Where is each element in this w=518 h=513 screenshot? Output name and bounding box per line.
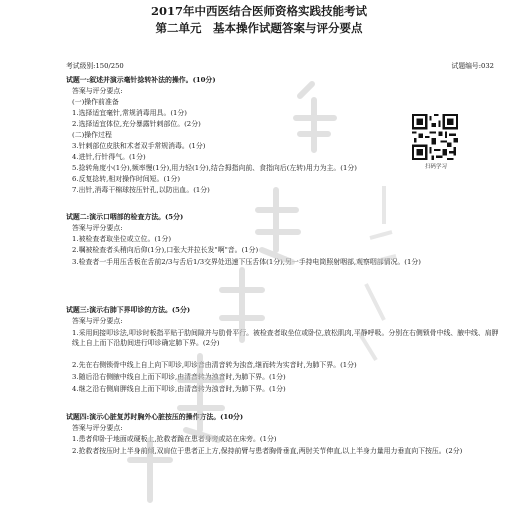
answer-line: 3.随后沿右侧腋中线自上而下叩诊,由清音转为浊音时,为肺下界。(1分) (72, 373, 286, 381)
answer-line: 1.选择适宜毫针,常规消毒用具。(1分) (72, 109, 187, 117)
question-number: 试题编号:032 (451, 62, 494, 70)
qr-code-icon[interactable] (412, 114, 458, 160)
answer-line: 3.针刺部位皮肤和术者双手常规消毒。(1分) (72, 142, 206, 150)
answer-line: 1.患者仰卧于地面或硬板上,抢救者跪在患者身旁或站在床旁。(1分) (72, 435, 277, 443)
qr-caption: 扫码学习 (424, 164, 447, 170)
answer-line: 4.继之沿右侧肩胛线自上而下叩诊,由清音转为浊音时,为肺下界。(1分) (72, 385, 286, 393)
answer-line: 6.反复捻转,相对操作时间短。(1分) (72, 175, 181, 183)
answer-line: 7.出针,消毒干棉球按压针孔,以防出血。(1分) (72, 186, 210, 194)
question-3-title: 试题三:演示右肺下界叩诊的方法。(5分) (66, 306, 191, 314)
exam-level: 考试级别:150/250 (66, 62, 124, 70)
answer-line: 3.检查者一手用压舌板在舌前2/3与舌后1/3交界处迅速下压舌体(1分),另一手持电筒照射咽部,观察咽部情况。(1分) (72, 258, 421, 266)
question-2-title: 试题二:演示口咽部的检查方法。(5分) (66, 213, 184, 221)
answer-header: 答案与评分要点: (72, 317, 123, 325)
answer-header: 答案与评分要点: (72, 224, 123, 232)
document-subtitle: 第二单元 基本操作试题答案与评分要点 (155, 21, 363, 35)
answer-line: (二)操作过程 (72, 131, 112, 139)
answer-line: 2.先在右侧锁骨中线上自上向下叩诊,叩诊音由清音转为浊音,继而转为实音时,为肺下界。(1分) (72, 361, 357, 369)
answer-header: 答案与评分要点: (72, 424, 123, 432)
answer-line: 5.捻转角度小(1分),频率慢(1分),用力轻(1分),结合拇指向前、食指向后(左转)用力为主。(1分) (72, 164, 357, 172)
answer-line: 1.被检查者取坐位或立位。(1分) (72, 235, 172, 243)
answer-line: 2.选择适宜体位,充分暴露针刺部位。(2分) (72, 120, 201, 128)
answer-line: 1.采用间接叩诊法,叩诊时板指平贴于肋间隙并与肋骨平行。被检查者取坐位或卧位,放松肌肉,平静呼吸。分别在右侧锁骨中线、腋中线、肩胛线上自上而下沿肋间进行叩诊确定肺下界。(2分) (72, 329, 499, 347)
answer-line: 2.抢救者按压时上半身前倾,双肩位于患者正上方,保持前臂与患者胸骨垂直,两肘关节伸直,以上半身力量用力垂直向下按压。(2分) (72, 447, 463, 455)
answer-line: (一)操作前准备 (72, 98, 119, 106)
answer-header: 答案与评分要点: (72, 87, 123, 95)
question-1-title: 试题一:叙述并演示毫针捻转补法的操作。(10分) (66, 76, 216, 84)
answer-line: 4.进针,行针得气。(1分) (72, 153, 146, 161)
answer-line: 2.嘱被检查者头稍向后仰(1分),口张大并拉长发"啊"音。(1分) (72, 246, 259, 254)
question-4-title: 试题四:演示心脏复苏时胸外心脏按压的操作方法。(10分) (66, 413, 244, 421)
document-title: 2017年中西医结合医师资格实践技能考试 (150, 4, 367, 18)
